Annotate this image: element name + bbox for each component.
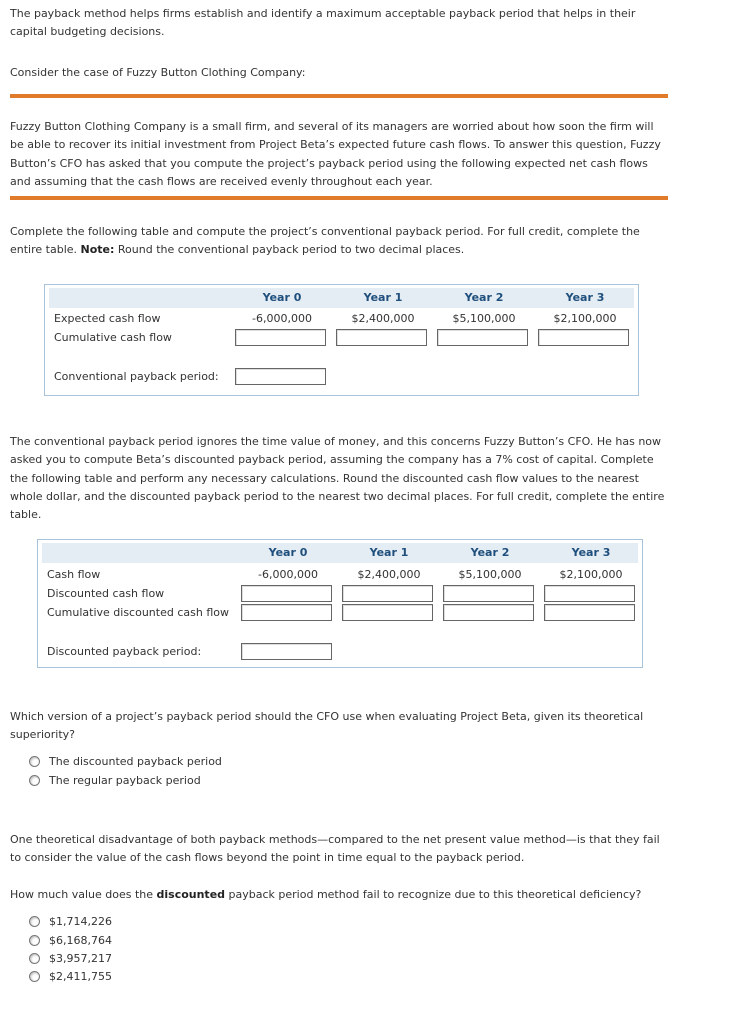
discounted-cash-flow-year-2-input[interactable] <box>443 585 534 602</box>
header-year-3: Year 3 <box>565 291 605 304</box>
cumulative-discounted-year-1-input[interactable] <box>342 604 433 621</box>
conventional-payback-label: Conventional payback period: <box>54 370 219 383</box>
cumulative-discounted-year-3-input[interactable] <box>544 604 635 621</box>
orange-divider-top <box>10 94 668 98</box>
header-year-0: Year 0 <box>268 546 308 559</box>
row-label-expected-cash-flow: Expected cash flow <box>54 312 161 325</box>
header-year-3: Year 3 <box>571 546 611 559</box>
intro-paragraph: The payback method helps firms establish and identify a maximum acceptable payback period that helps in their capital budgeting decisions. <box>10 7 636 39</box>
cash-flow-year-0: -6,000,000 <box>258 568 318 581</box>
cash-flow-year-2: $5,100,000 <box>458 568 522 581</box>
row-label-cumulative-cash-flow: Cumulative cash flow <box>54 331 172 344</box>
header-year-2: Year 2 <box>470 546 510 559</box>
cumulative-cash-flow-year-1-input[interactable] <box>336 329 427 346</box>
option-value-4[interactable] <box>29 970 112 983</box>
expected-cash-flow-year-0: -6,000,000 <box>252 312 312 325</box>
radio-button-icon[interactable] <box>29 756 40 767</box>
option-label: The discounted payback period <box>49 755 222 768</box>
option-value-3[interactable] <box>29 952 112 965</box>
discounted-cash-flow-year-3-input[interactable] <box>544 585 635 602</box>
conventional-payback-input[interactable] <box>235 368 326 385</box>
discounted-payback-label: Discounted payback period: <box>47 645 202 658</box>
question-value-not-recognized: How much value does the discounted payback period method fail to recognize due to this theoretical deficiency? <box>10 888 642 901</box>
option-discounted-payback[interactable] <box>29 755 222 768</box>
row-label-cumulative-discounted-cash-flow: Cumulative discounted cash flow <box>47 606 229 619</box>
option-label: $2,411,755 <box>49 970 112 983</box>
task2-instructions: The conventional payback period ignores the time value of money, and this concerns Fuzzy Button’s CFO. He has now asked you to compute Beta’s discounted payback period, assuming the company has a 7% cost of capital. Complete the following table and perform any necessary calculations. Round the discounted cash flow values to the nearest whole dollar, and the discounted payback period to the nearest two decimal places. For full credit, complete the entire table. <box>10 435 665 522</box>
discounted-cash-flow-year-1-input[interactable] <box>342 585 433 602</box>
disadvantage-paragraph: One theoretical disadvantage of both payback methods—compared to the net present value method—is that they fail to consider the value of the cash flows beyond the point in time equal to the payback period. <box>10 833 660 865</box>
discounted-cash-flow-year-0-input[interactable] <box>241 585 332 602</box>
header-year-2: Year 2 <box>464 291 504 304</box>
conventional-payback-table <box>44 284 639 396</box>
discounted-payback-input[interactable] <box>241 643 332 660</box>
row-label-cash-flow: Cash flow <box>47 568 101 581</box>
expected-cash-flow-year-3: $2,100,000 <box>553 312 617 325</box>
question-which-version: Which version of a project’s payback period should the CFO use when evaluating Project Beta, given its theoretical superiority? <box>10 710 644 742</box>
scenario-paragraph: Fuzzy Button Clothing Company is a small firm, and several of its managers are worried about how soon the firm will be able to recover its initial investment from Project Beta’s expected future cash flows. To answer this question, Fuzzy Button’s CFO has asked that you compute the project’s payback period using the following expected net cash flows and assuming that the cash flows are received evenly throughout each year. <box>10 120 661 188</box>
discounted-payback-table <box>37 539 643 668</box>
radio-button-icon[interactable] <box>29 935 40 946</box>
expected-cash-flow-year-2: $5,100,000 <box>452 312 516 325</box>
header-year-0: Year 0 <box>262 291 302 304</box>
radio-button-icon[interactable] <box>29 916 40 927</box>
option-label: The regular payback period <box>49 774 201 787</box>
cumulative-cash-flow-year-0-input[interactable] <box>235 329 326 346</box>
cash-flow-year-1: $2,400,000 <box>357 568 421 581</box>
radio-button-icon[interactable] <box>29 953 40 964</box>
cash-flow-year-3: $2,100,000 <box>559 568 623 581</box>
radio-button-icon[interactable] <box>29 971 40 982</box>
task1-instructions: Complete the following table and compute the project’s conventional payback period. For full credit, complete the entire table. Note: Round the conventional payback period to two decimal places. <box>10 225 640 257</box>
option-value-1[interactable] <box>29 915 112 928</box>
cumulative-discounted-year-2-input[interactable] <box>443 604 534 621</box>
header-year-1: Year 1 <box>363 291 403 304</box>
expected-cash-flow-year-1: $2,400,000 <box>351 312 415 325</box>
option-label: $3,957,217 <box>49 952 112 965</box>
option-regular-payback[interactable] <box>29 774 201 787</box>
orange-divider-bottom <box>10 196 668 200</box>
cumulative-discounted-year-0-input[interactable] <box>241 604 332 621</box>
intro-company-line: Consider the case of Fuzzy Button Clothing Company: <box>10 66 306 79</box>
cumulative-cash-flow-year-2-input[interactable] <box>437 329 528 346</box>
cumulative-cash-flow-year-3-input[interactable] <box>538 329 629 346</box>
option-value-2[interactable] <box>29 934 112 947</box>
option-label: $6,168,764 <box>49 934 112 947</box>
radio-button-icon[interactable] <box>29 775 40 786</box>
option-label: $1,714,226 <box>49 915 112 928</box>
header-year-1: Year 1 <box>369 546 409 559</box>
row-label-discounted-cash-flow: Discounted cash flow <box>47 587 165 600</box>
